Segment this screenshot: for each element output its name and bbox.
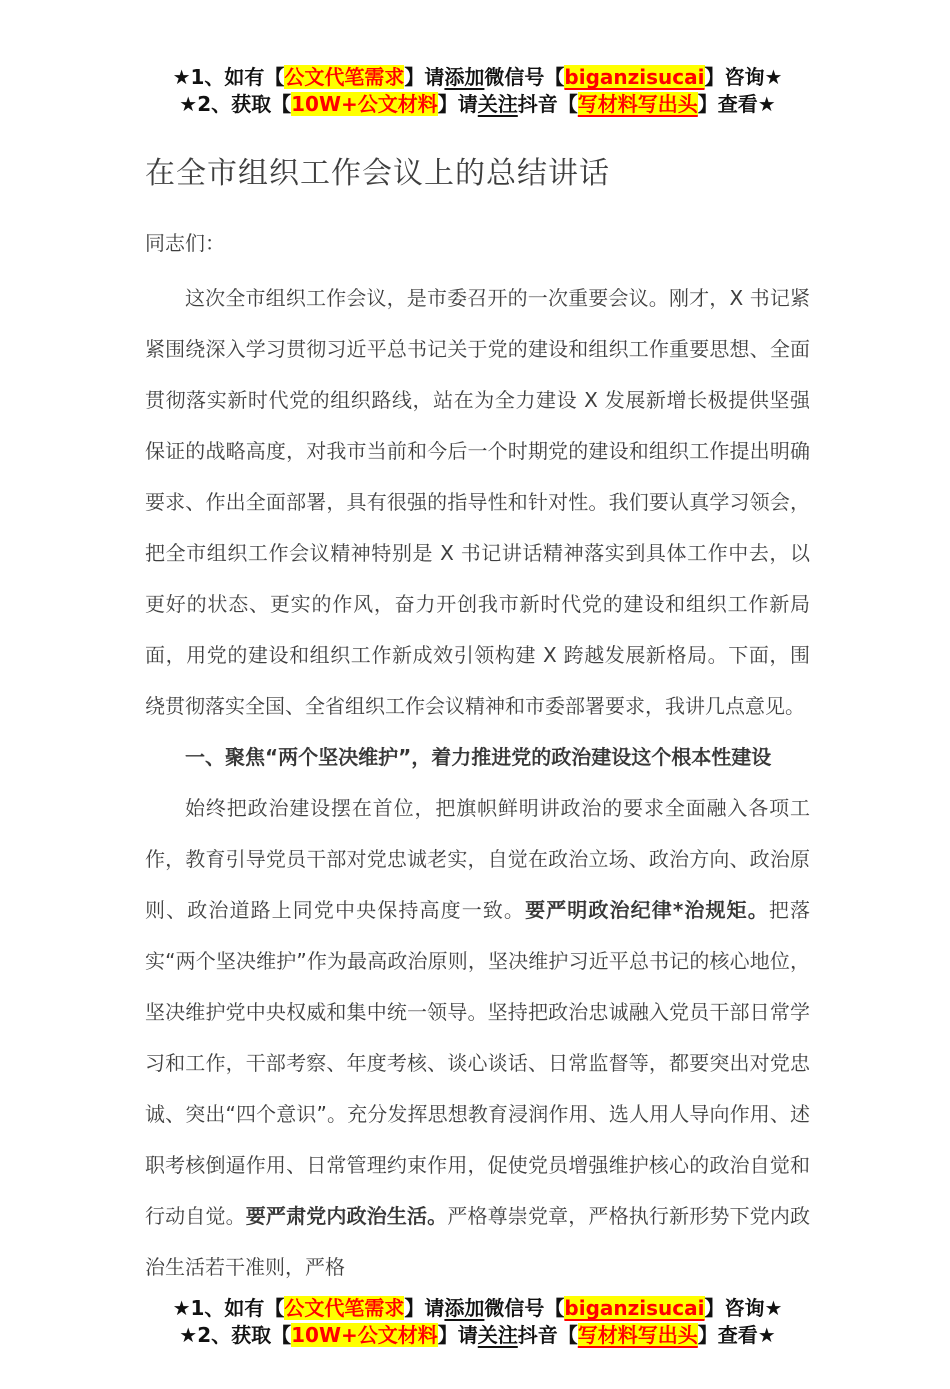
bold-text-run: 要严明政治纪律*治规矩。 [525, 898, 769, 922]
body-paragraph [145, 273, 810, 732]
banner-text: 】咨询★ [704, 1296, 783, 1320]
highlighted-keyword: biganzisucai [564, 65, 705, 89]
promo-banner-top [145, 64, 810, 118]
promo-banner-line [145, 1322, 810, 1349]
banner-text: 】请 [404, 65, 445, 89]
promo-banner-line [145, 1295, 810, 1322]
banner-text: 】咨询★ [704, 65, 783, 89]
promo-banner-line [145, 64, 810, 91]
text-run: 把落实“两个坚决维护”作为最高政治原则，坚决维护习近平总书记的核心地位，坚决维护党中央权威和集中统一领导。坚持把政治忠诚融入党员干部日常学习和工作，干部考察、年度考核、谈心谈话、日常监督等，都要突出对党忠诚、突出“四个意识”。充分发挥思想教育浸润作用、选人用人导向作用、述职考核倒逼作用、日常管理约束作用，促使党员增强维护核心的政治自觉和行动自觉。 [145, 898, 811, 1228]
banner-text: 】查看★ [697, 1323, 776, 1347]
underlined-text: 关注 [477, 1323, 518, 1347]
banner-text: ★2、获取【 [179, 1323, 292, 1347]
banner-text: 】请 [437, 92, 478, 116]
banner-text: 微信号【 [484, 1296, 565, 1320]
banner-text: 】请 [404, 1296, 445, 1320]
salutation: 同志们： [145, 231, 225, 255]
promo-banner-line [145, 91, 810, 118]
highlighted-keyword: 写材料写出头 [577, 1323, 698, 1347]
highlighted-keyword: 公文代笔需求 [284, 65, 405, 89]
body-paragraph [145, 783, 810, 1293]
banner-text: 】请 [437, 1323, 478, 1347]
banner-text: ★2、获取【 [179, 92, 292, 116]
highlighted-keyword: biganzisucai [564, 1296, 705, 1320]
banner-text: 微信号【 [484, 65, 565, 89]
text-run: 严格尊崇党章，严格执行新形势下党内政治生活若干准则，严格 [145, 1204, 810, 1279]
banner-text: 抖音【 [517, 1323, 578, 1347]
banner-text: ★1、如有【 [172, 65, 285, 89]
underlined-text: 关注 [477, 92, 518, 116]
highlighted-keyword: 10W+公文材料 [291, 1323, 438, 1347]
section-heading [145, 732, 810, 783]
highlighted-keyword: 写材料写出头 [577, 92, 698, 116]
underlined-text: 添加 [444, 1296, 485, 1320]
banner-text: 】查看★ [697, 92, 776, 116]
bold-text-run: 要严肃党内政治生活。 [245, 1204, 448, 1228]
text-run: 始终把政治建设摆在首位，把旗帜鲜明讲政治的要求全面融入各项工作，教育引导党员干部对党忠诚老实，自觉在政治立场、政治方向、政治原则、政治道路上同党中央保持高度一致。 [145, 796, 810, 922]
text-run: 这次全市组织工作会议，是市委召开的一次重要会议。刚才，X 书记紧紧围绕深入学习贯彻习近平总书记关于党的建设和组织工作重要思想、全面贯彻落实新时代党的组织路线，站在为全力建设 X 发展新增长极提供坚强保证的战略高度，对我市当前和今后一个时期党的建设和组织工作提出明确要求、作出全面部署，具有很强的指导性和针对性。我们要认真学习领会，把全市组织工作会议精神特别是 X 书记讲话精神落实到具体工作中去，以更好的状态、更实的作风，奋力开创我市新时代党的建设和组织工作新局面，用党的建设和组织工作新成效引领构建 X 跨越发展新格局。下面，围绕贯彻落实全国、全省组织工作会议精神和市委部署要求，我讲几点意见。 [145, 286, 810, 718]
banner-text: ★1、如有【 [172, 1296, 285, 1320]
promo-banner-bottom [145, 1295, 810, 1349]
bold-text-run: 一、聚焦“两个坚决维护”，着力推进党的政治建设这个根本性建设 [185, 745, 772, 769]
highlighted-keyword: 10W+公文材料 [291, 92, 438, 116]
banner-text: 抖音【 [517, 92, 578, 116]
highlighted-keyword: 公文代笔需求 [284, 1296, 405, 1320]
document-body [145, 273, 810, 1293]
underlined-text: 添加 [444, 65, 485, 89]
document-title: 在全市组织工作会议上的总结讲话 [145, 156, 610, 191]
